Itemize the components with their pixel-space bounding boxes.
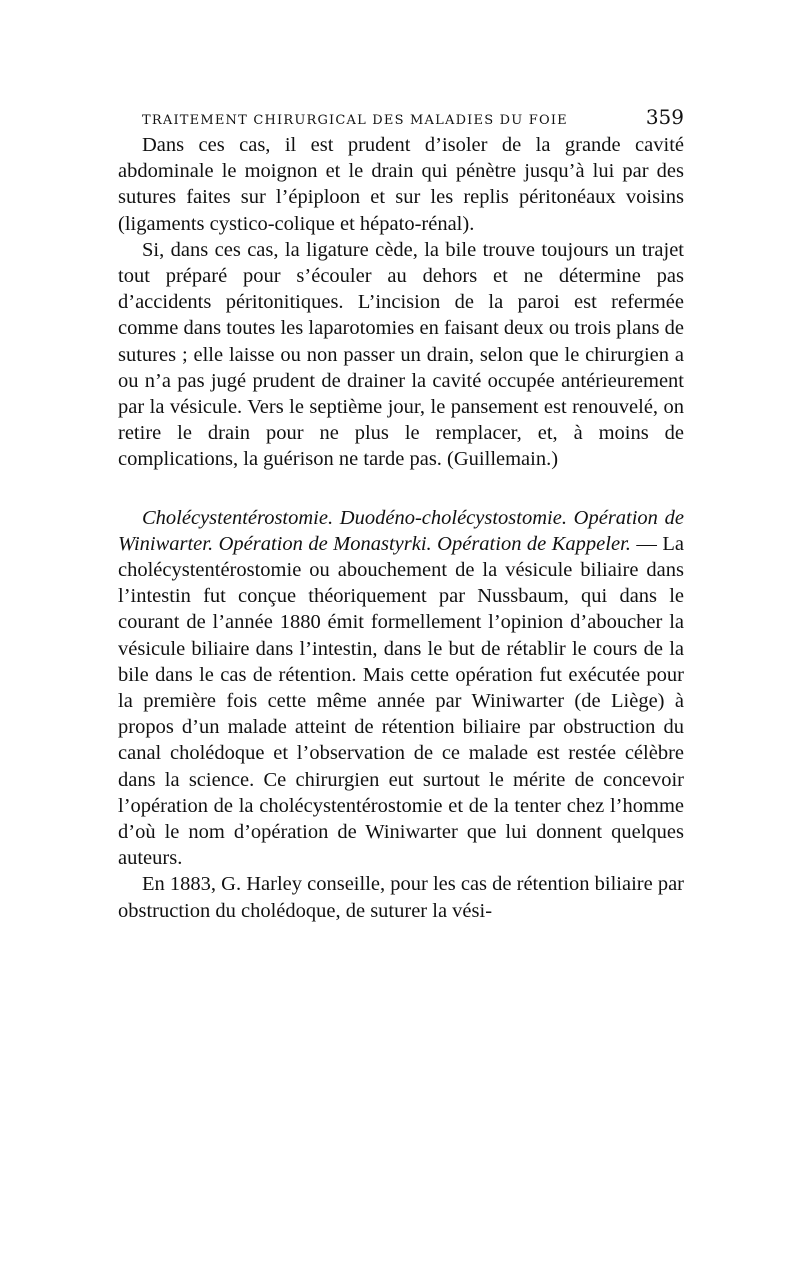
body-text (118, 132, 684, 924)
section-heading: Cholécystentérostomie. Duodéno-cholécystostomie. Opération de Winiwarter. Opération de Monastyrki. Opération de Kappeler. (118, 506, 684, 555)
paragraph-cholecystenterostomie (118, 505, 684, 872)
paragraph-isolation: Dans ces cas, il est prudent d’isoler de la grande cavité abdominale le moignon et le drain qui pénètre jusqu’à lui par des sutures faites sur l’épiploon et sur les replis péritonéaux voisins (ligaments cystico-colique et hépato-rénal). (118, 134, 684, 235)
book-page (118, 105, 684, 924)
section-body: — La cholécystentérostomie ou abouchement de la vésicule biliaire dans l’intestin fut conçue théoriquement par Nussbaum, qui dans le courant de l’année 1880 émit formellement l’opinion d’aboucher la vésicule biliaire dans l’intestin, dans le but de rétablir le cours de la bile dans le cas de rétention. Mais cette opération fut exécutée pour la première fois cette même année par Winiwarter (de Liège) à propos d’un malade atteint de rétention biliaire par obstruction du canal cholédoque et l’observation de ce malade est restée célèbre dans la science. Ce chirurgien eut surtout le mérite de concevoir l’opération de la cholécystentérostomie et de la tenter chez l’homme d’où le nom d’opération de Winiwarter que lui donnent quelques auteurs. (118, 532, 684, 870)
page-number: 359 (645, 105, 684, 129)
paragraph-ligature: Si, dans ces cas, la ligature cède, la bile trouve toujours un trajet tout préparé pour s’écouler au dehors et ne détermine pas d’accidents péritonitiques. L’incision de la paroi est refermée comme dans toutes les laparotomies en faisant deux ou trois plans de sutures ; elle laisse ou non passer un drain, selon que le chirurgien a ou n’a pas jugé prudent de drainer la cavité occupée antérieurement par la vésicule. Vers le septième jour, le pansement est renouvelé, on retire le drain pour ne plus le remplacer, et, à moins de complications, la guérison ne tarde pas. (Guillemain.) (118, 238, 684, 471)
paragraph-harley: En 1883, G. Harley conseille, pour les cas de rétention biliaire par obstruction du cholédoque, de suturer la vési- (118, 873, 684, 922)
running-title: TRAITEMENT CHIRURGICAL DES MALADIES DU FOIE (142, 113, 568, 128)
running-head (118, 105, 684, 132)
